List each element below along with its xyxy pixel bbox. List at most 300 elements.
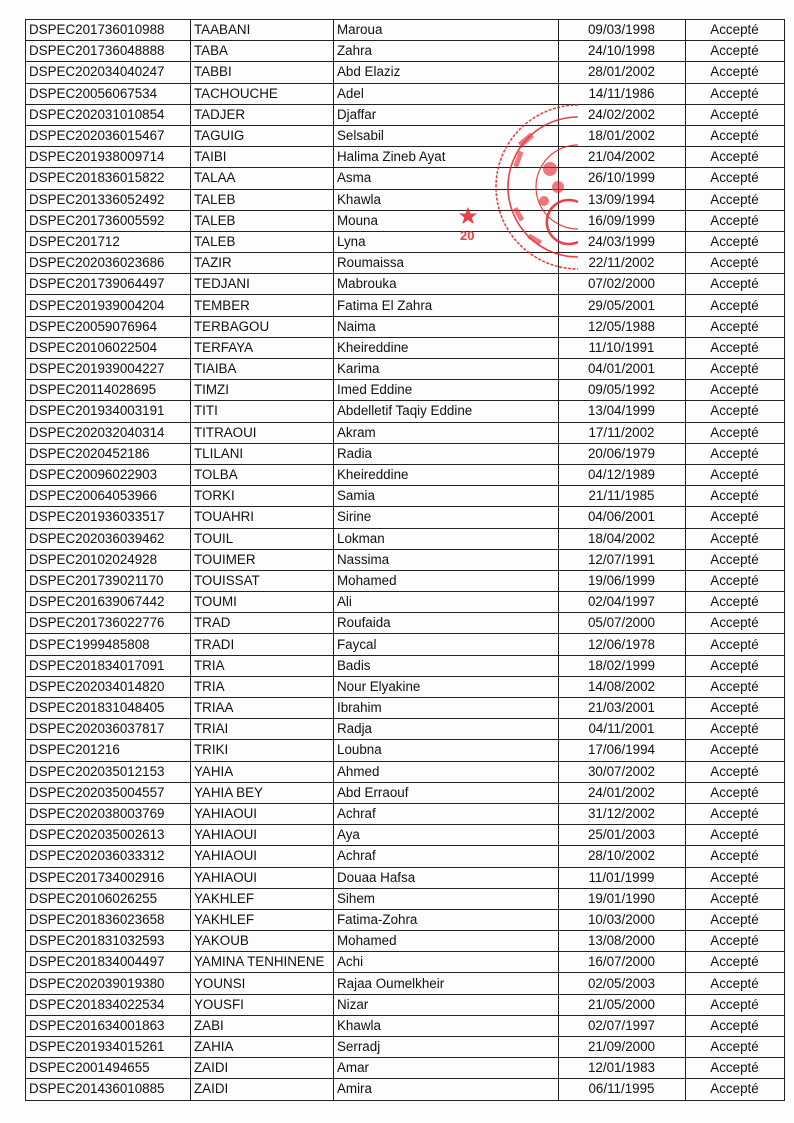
cell-birth-date: 16/09/1999 <box>559 210 686 231</box>
cell-last-name: TEDJANI <box>191 274 334 295</box>
table-row <box>26 295 785 316</box>
cell-id: DSPEC20059076964 <box>26 316 191 337</box>
cell-last-name: TRIA <box>191 676 334 697</box>
cell-first-name: Aya <box>334 825 559 846</box>
cell-last-name: TAABANI <box>191 20 334 41</box>
cell-status: Accepté <box>686 486 785 507</box>
table-row <box>26 316 785 337</box>
table-row <box>26 189 785 210</box>
cell-birth-date: 18/04/2002 <box>559 528 686 549</box>
cell-birth-date: 24/03/1999 <box>559 231 686 252</box>
cell-birth-date: 19/06/1999 <box>559 570 686 591</box>
cell-first-name: Abdelletif Taqiy Eddine <box>334 401 559 422</box>
cell-first-name: Roufaida <box>334 613 559 634</box>
cell-birth-date: 04/06/2001 <box>559 507 686 528</box>
cell-first-name: Roumaissa <box>334 253 559 274</box>
cell-status: Accepté <box>686 1079 785 1100</box>
cell-status: Accepté <box>686 698 785 719</box>
cell-id: DSPEC201639067442 <box>26 592 191 613</box>
cell-birth-date: 21/04/2002 <box>559 147 686 168</box>
table-row <box>26 359 785 380</box>
cell-last-name: TEMBER <box>191 295 334 316</box>
cell-status: Accepté <box>686 761 785 782</box>
cell-status: Accepté <box>686 846 785 867</box>
cell-first-name: Khawla <box>334 189 559 210</box>
cell-id: DSPEC201836023658 <box>26 909 191 930</box>
cell-last-name: TIMZI <box>191 380 334 401</box>
cell-id: DSPEC201836015822 <box>26 168 191 189</box>
cell-first-name: Samia <box>334 486 559 507</box>
cell-status: Accepté <box>686 740 785 761</box>
table-row <box>26 1015 785 1036</box>
cell-first-name: Amar <box>334 1058 559 1079</box>
cell-status: Accepté <box>686 803 785 824</box>
cell-id: DSPEC201734002916 <box>26 867 191 888</box>
cell-last-name: TITRAOUI <box>191 422 334 443</box>
cell-id: DSPEC20114028695 <box>26 380 191 401</box>
cell-id: DSPEC201834004497 <box>26 952 191 973</box>
cell-first-name: Nassima <box>334 549 559 570</box>
cell-status: Accepté <box>686 253 785 274</box>
cell-first-name: Loubna <box>334 740 559 761</box>
cell-birth-date: 04/11/2001 <box>559 719 686 740</box>
cell-first-name: Faycal <box>334 634 559 655</box>
cell-last-name: TABA <box>191 41 334 62</box>
cell-id: DSPEC201736005592 <box>26 210 191 231</box>
table-row <box>26 20 785 41</box>
cell-last-name: TOUAHRI <box>191 507 334 528</box>
cell-last-name: TOUISSAT <box>191 570 334 591</box>
table-row <box>26 846 785 867</box>
cell-first-name: Imed Eddine <box>334 380 559 401</box>
cell-last-name: YOUSFI <box>191 994 334 1015</box>
cell-last-name: TRIAA <box>191 698 334 719</box>
cell-status: Accepté <box>686 528 785 549</box>
cell-first-name: Mouna <box>334 210 559 231</box>
cell-id: DSPEC2001494655 <box>26 1058 191 1079</box>
cell-last-name: TERBAGOU <box>191 316 334 337</box>
cell-birth-date: 13/04/1999 <box>559 401 686 422</box>
cell-id: DSPEC202035004557 <box>26 782 191 803</box>
cell-id: DSPEC201934003191 <box>26 401 191 422</box>
cell-status: Accepté <box>686 1015 785 1036</box>
cell-first-name: Sihem <box>334 888 559 909</box>
cell-status: Accepté <box>686 867 785 888</box>
table-row <box>26 952 785 973</box>
cell-last-name: TADJER <box>191 104 334 125</box>
cell-id: DSPEC201336052492 <box>26 189 191 210</box>
cell-id: DSPEC202035002613 <box>26 825 191 846</box>
candidates-table <box>25 19 785 1101</box>
cell-last-name: TAZIR <box>191 253 334 274</box>
cell-last-name: TACHOUCHE <box>191 83 334 104</box>
cell-id: DSPEC202036039462 <box>26 528 191 549</box>
cell-id: DSPEC201934015261 <box>26 1037 191 1058</box>
cell-first-name: Adel <box>334 83 559 104</box>
cell-first-name: Halima Zineb Ayat <box>334 147 559 168</box>
cell-status: Accepté <box>686 295 785 316</box>
cell-id: DSPEC202032040314 <box>26 422 191 443</box>
cell-last-name: TRAD <box>191 613 334 634</box>
cell-status: Accepté <box>686 147 785 168</box>
cell-last-name: TIAIBA <box>191 359 334 380</box>
cell-first-name: Badis <box>334 655 559 676</box>
cell-first-name: Naima <box>334 316 559 337</box>
cell-birth-date: 07/02/2000 <box>559 274 686 295</box>
cell-id: DSPEC201736010988 <box>26 20 191 41</box>
cell-id: DSPEC202036037817 <box>26 719 191 740</box>
cell-birth-date: 21/09/2000 <box>559 1037 686 1058</box>
cell-first-name: Djaffar <box>334 104 559 125</box>
cell-first-name: Fatima-Zohra <box>334 909 559 930</box>
cell-id: DSPEC202031010854 <box>26 104 191 125</box>
table-row <box>26 1037 785 1058</box>
cell-birth-date: 12/06/1978 <box>559 634 686 655</box>
cell-status: Accepté <box>686 20 785 41</box>
cell-last-name: YAHIAOUI <box>191 846 334 867</box>
table-row <box>26 655 785 676</box>
cell-id: DSPEC201834017091 <box>26 655 191 676</box>
cell-last-name: TOLBA <box>191 464 334 485</box>
cell-first-name: Asma <box>334 168 559 189</box>
table-row <box>26 168 785 189</box>
cell-status: Accepté <box>686 189 785 210</box>
cell-id: DSPEC20102024928 <box>26 549 191 570</box>
table-row <box>26 909 785 930</box>
cell-birth-date: 04/01/2001 <box>559 359 686 380</box>
cell-id: DSPEC201436010885 <box>26 1079 191 1100</box>
table-row <box>26 464 785 485</box>
cell-status: Accepté <box>686 676 785 697</box>
cell-birth-date: 11/01/1999 <box>559 867 686 888</box>
cell-status: Accepté <box>686 359 785 380</box>
cell-birth-date: 17/06/1994 <box>559 740 686 761</box>
cell-status: Accepté <box>686 909 785 930</box>
cell-status: Accepté <box>686 443 785 464</box>
table-row <box>26 253 785 274</box>
table-row <box>26 867 785 888</box>
table-row <box>26 719 785 740</box>
cell-id: DSPEC201936033517 <box>26 507 191 528</box>
cell-birth-date: 28/01/2002 <box>559 62 686 83</box>
cell-status: Accepté <box>686 570 785 591</box>
cell-status: Accepté <box>686 168 785 189</box>
cell-birth-date: 24/02/2002 <box>559 104 686 125</box>
table-row <box>26 994 785 1015</box>
cell-first-name: Radia <box>334 443 559 464</box>
table-row <box>26 210 785 231</box>
cell-birth-date: 02/04/1997 <box>559 592 686 613</box>
table-body <box>26 20 785 1101</box>
cell-id: DSPEC202034014820 <box>26 676 191 697</box>
cell-birth-date: 10/03/2000 <box>559 909 686 930</box>
cell-status: Accepté <box>686 613 785 634</box>
cell-birth-date: 14/08/2002 <box>559 676 686 697</box>
cell-birth-date: 13/08/2000 <box>559 931 686 952</box>
cell-id: DSPEC201739021170 <box>26 570 191 591</box>
cell-first-name: Nour Elyakine <box>334 676 559 697</box>
cell-last-name: TRIKI <box>191 740 334 761</box>
cell-last-name: ZAHIA <box>191 1037 334 1058</box>
cell-id: DSPEC202036023686 <box>26 253 191 274</box>
table-row <box>26 782 785 803</box>
cell-id: DSPEC201939004204 <box>26 295 191 316</box>
cell-first-name: Kheireddine <box>334 337 559 358</box>
cell-birth-date: 22/11/2002 <box>559 253 686 274</box>
table-row <box>26 62 785 83</box>
cell-birth-date: 24/10/1998 <box>559 41 686 62</box>
cell-id: DSPEC201939004227 <box>26 359 191 380</box>
cell-first-name: Serradj <box>334 1037 559 1058</box>
cell-id: DSPEC202038003769 <box>26 803 191 824</box>
cell-status: Accepté <box>686 337 785 358</box>
table-row <box>26 486 785 507</box>
cell-status: Accepté <box>686 994 785 1015</box>
cell-last-name: YAHIAOUI <box>191 825 334 846</box>
cell-first-name: Abd Erraouf <box>334 782 559 803</box>
cell-last-name: ZABI <box>191 1015 334 1036</box>
cell-birth-date: 29/05/2001 <box>559 295 686 316</box>
cell-last-name: TITI <box>191 401 334 422</box>
cell-last-name: YAKOUB <box>191 931 334 952</box>
cell-last-name: YAKHLEF <box>191 909 334 930</box>
cell-status: Accepté <box>686 464 785 485</box>
cell-first-name: Karima <box>334 359 559 380</box>
cell-id: DSPEC20056067534 <box>26 83 191 104</box>
cell-birth-date: 18/02/1999 <box>559 655 686 676</box>
cell-status: Accepté <box>686 952 785 973</box>
table-row <box>26 83 785 104</box>
table-row <box>26 274 785 295</box>
cell-birth-date: 19/01/1990 <box>559 888 686 909</box>
cell-birth-date: 09/03/1998 <box>559 20 686 41</box>
cell-birth-date: 14/11/1986 <box>559 83 686 104</box>
cell-birth-date: 28/10/2002 <box>559 846 686 867</box>
cell-first-name: Mohamed <box>334 931 559 952</box>
cell-first-name: Ali <box>334 592 559 613</box>
cell-last-name: YOUNSI <box>191 973 334 994</box>
cell-id: DSPEC201634001863 <box>26 1015 191 1036</box>
table-row <box>26 549 785 570</box>
cell-id: DSPEC202036033312 <box>26 846 191 867</box>
cell-first-name: Sirine <box>334 507 559 528</box>
cell-birth-date: 17/11/2002 <box>559 422 686 443</box>
cell-status: Accepté <box>686 104 785 125</box>
cell-last-name: TOUMI <box>191 592 334 613</box>
cell-birth-date: 02/05/2003 <box>559 973 686 994</box>
cell-status: Accepté <box>686 316 785 337</box>
table-row <box>26 740 785 761</box>
cell-id: DSPEC201831048405 <box>26 698 191 719</box>
cell-id: DSPEC1999485808 <box>26 634 191 655</box>
table-row <box>26 570 785 591</box>
table-row <box>26 973 785 994</box>
cell-last-name: YAHIAOUI <box>191 803 334 824</box>
cell-status: Accepté <box>686 825 785 846</box>
cell-birth-date: 21/03/2001 <box>559 698 686 719</box>
cell-status: Accepté <box>686 507 785 528</box>
cell-birth-date: 13/09/1994 <box>559 189 686 210</box>
cell-status: Accepté <box>686 380 785 401</box>
cell-first-name: Mohamed <box>334 570 559 591</box>
cell-birth-date: 31/12/2002 <box>559 803 686 824</box>
cell-birth-date: 12/05/1988 <box>559 316 686 337</box>
cell-last-name: TRADI <box>191 634 334 655</box>
cell-id: DSPEC202036015467 <box>26 125 191 146</box>
cell-status: Accepté <box>686 549 785 570</box>
table-row <box>26 888 785 909</box>
cell-id: DSPEC202035012153 <box>26 761 191 782</box>
cell-birth-date: 30/07/2002 <box>559 761 686 782</box>
cell-status: Accepté <box>686 592 785 613</box>
cell-last-name: TAIBI <box>191 147 334 168</box>
cell-last-name: YAMINA TENHINENE <box>191 952 334 973</box>
table-row <box>26 507 785 528</box>
cell-status: Accepté <box>686 422 785 443</box>
cell-last-name: TAGUIG <box>191 125 334 146</box>
cell-birth-date: 12/01/1983 <box>559 1058 686 1079</box>
cell-status: Accepté <box>686 401 785 422</box>
cell-first-name: Amira <box>334 1079 559 1100</box>
cell-id: DSPEC202039019380 <box>26 973 191 994</box>
cell-status: Accepté <box>686 210 785 231</box>
cell-status: Accepté <box>686 655 785 676</box>
table-row <box>26 528 785 549</box>
cell-status: Accepté <box>686 931 785 952</box>
table-row <box>26 803 785 824</box>
cell-first-name: Selsabil <box>334 125 559 146</box>
table-row <box>26 825 785 846</box>
cell-status: Accepté <box>686 1037 785 1058</box>
cell-last-name: TOUIMER <box>191 549 334 570</box>
cell-id: DSPEC20106026255 <box>26 888 191 909</box>
cell-status: Accepté <box>686 634 785 655</box>
cell-last-name: TOUIL <box>191 528 334 549</box>
cell-last-name: TALAA <box>191 168 334 189</box>
cell-id: DSPEC201736048888 <box>26 41 191 62</box>
cell-first-name: Maroua <box>334 20 559 41</box>
cell-birth-date: 02/07/1997 <box>559 1015 686 1036</box>
table-row <box>26 401 785 422</box>
cell-last-name: TRIA <box>191 655 334 676</box>
cell-id: DSPEC201831032593 <box>26 931 191 952</box>
cell-first-name: Achraf <box>334 803 559 824</box>
cell-first-name: Douaa Hafsa <box>334 867 559 888</box>
cell-status: Accepté <box>686 274 785 295</box>
cell-last-name: YAKHLEF <box>191 888 334 909</box>
cell-id: DSPEC201736022776 <box>26 613 191 634</box>
cell-birth-date: 04/12/1989 <box>559 464 686 485</box>
cell-first-name: Rajaa Oumelkheir <box>334 973 559 994</box>
cell-first-name: Ahmed <box>334 761 559 782</box>
table-row <box>26 761 785 782</box>
table-row <box>26 613 785 634</box>
cell-id: DSPEC20106022504 <box>26 337 191 358</box>
cell-birth-date: 20/06/1979 <box>559 443 686 464</box>
cell-id: DSPEC201938009714 <box>26 147 191 168</box>
table-row <box>26 104 785 125</box>
cell-last-name: ZAIDI <box>191 1079 334 1100</box>
cell-first-name: Mabrouka <box>334 274 559 295</box>
stamp-year-text: 20 <box>460 228 475 243</box>
cell-birth-date: 26/10/1999 <box>559 168 686 189</box>
cell-birth-date: 05/07/2000 <box>559 613 686 634</box>
table-row <box>26 592 785 613</box>
cell-first-name: Nizar <box>334 994 559 1015</box>
cell-status: Accepté <box>686 62 785 83</box>
cell-id: DSPEC201739064497 <box>26 274 191 295</box>
cell-birth-date: 12/07/1991 <box>559 549 686 570</box>
cell-id: DSPEC202034040247 <box>26 62 191 83</box>
cell-last-name: TORKI <box>191 486 334 507</box>
cell-id: DSPEC201712 <box>26 231 191 252</box>
cell-first-name: Achraf <box>334 846 559 867</box>
cell-first-name: Khawla <box>334 1015 559 1036</box>
table-row <box>26 698 785 719</box>
cell-last-name: YAHIA <box>191 761 334 782</box>
cell-first-name: Fatima El Zahra <box>334 295 559 316</box>
cell-first-name: Radja <box>334 719 559 740</box>
cell-status: Accepté <box>686 973 785 994</box>
cell-id: DSPEC201834022534 <box>26 994 191 1015</box>
table-row <box>26 231 785 252</box>
cell-id: DSPEC2020452186 <box>26 443 191 464</box>
cell-birth-date: 21/05/2000 <box>559 994 686 1015</box>
cell-last-name: TRIAI <box>191 719 334 740</box>
cell-first-name: Akram <box>334 422 559 443</box>
table-row <box>26 1079 785 1100</box>
table-row <box>26 337 785 358</box>
cell-last-name: TERFAYA <box>191 337 334 358</box>
cell-birth-date: 21/11/1985 <box>559 486 686 507</box>
table-row <box>26 443 785 464</box>
cell-first-name: Abd Elaziz <box>334 62 559 83</box>
cell-birth-date: 06/11/1995 <box>559 1079 686 1100</box>
cell-id: DSPEC201216 <box>26 740 191 761</box>
cell-first-name: Kheireddine <box>334 464 559 485</box>
cell-last-name: TALEB <box>191 189 334 210</box>
table-row <box>26 676 785 697</box>
cell-status: Accepté <box>686 1058 785 1079</box>
cell-id: DSPEC20096022903 <box>26 464 191 485</box>
cell-birth-date: 09/05/1992 <box>559 380 686 401</box>
cell-first-name: Ibrahim <box>334 698 559 719</box>
table-row <box>26 931 785 952</box>
cell-last-name: TALEB <box>191 231 334 252</box>
table-row <box>26 41 785 62</box>
cell-birth-date: 24/01/2002 <box>559 782 686 803</box>
table-row <box>26 125 785 146</box>
cell-first-name: Achi <box>334 952 559 973</box>
cell-status: Accepté <box>686 782 785 803</box>
cell-birth-date: 11/10/1991 <box>559 337 686 358</box>
table-row <box>26 380 785 401</box>
cell-birth-date: 16/07/2000 <box>559 952 686 973</box>
table-row <box>26 1058 785 1079</box>
cell-last-name: TABBI <box>191 62 334 83</box>
cell-first-name: Zahra <box>334 41 559 62</box>
cell-first-name: Lokman <box>334 528 559 549</box>
cell-last-name: TALEB <box>191 210 334 231</box>
cell-birth-date: 25/01/2003 <box>559 825 686 846</box>
cell-status: Accepté <box>686 41 785 62</box>
table-row <box>26 634 785 655</box>
cell-status: Accepté <box>686 125 785 146</box>
cell-status: Accepté <box>686 888 785 909</box>
cell-status: Accepté <box>686 719 785 740</box>
cell-birth-date: 18/01/2002 <box>559 125 686 146</box>
cell-status: Accepté <box>686 231 785 252</box>
